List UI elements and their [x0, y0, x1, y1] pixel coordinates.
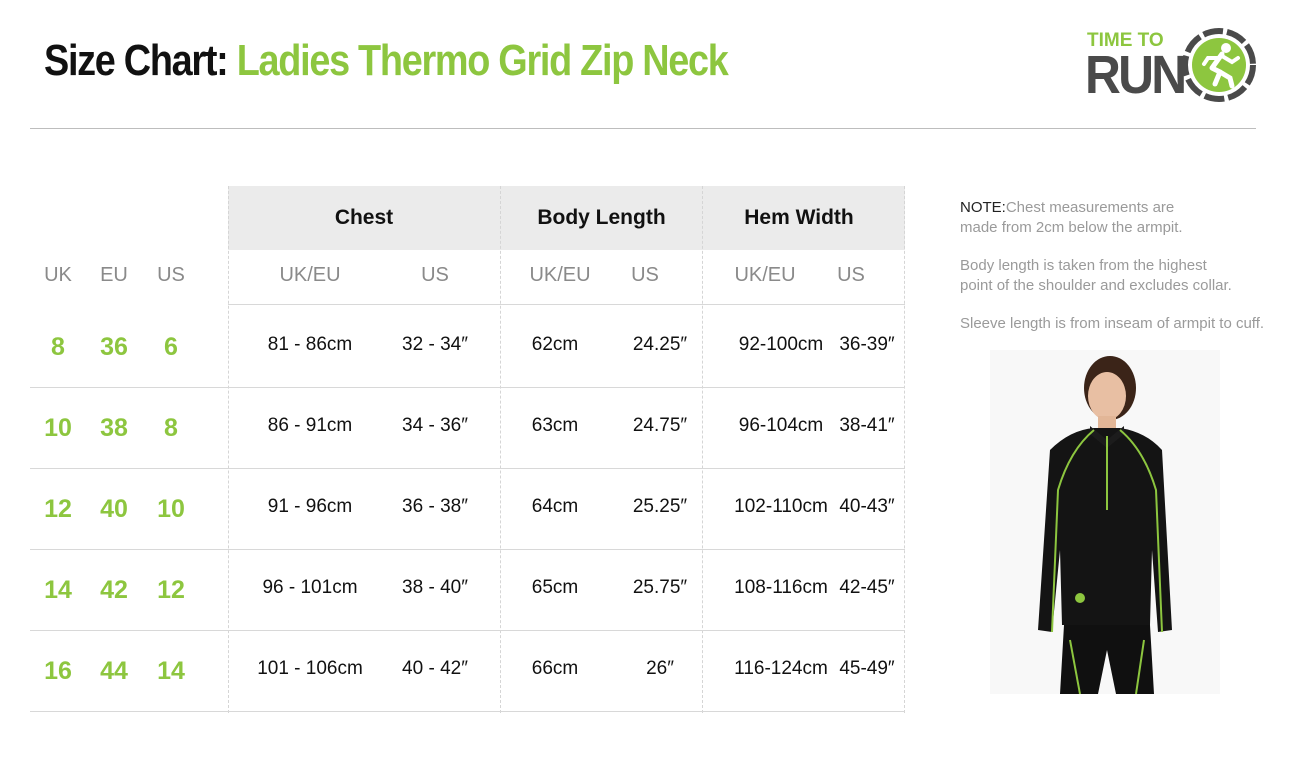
hem-width-in: 45-49″	[839, 657, 895, 679]
note-sleeve: Sleeve length is from inseam of armpit to cuff.	[960, 315, 1265, 332]
size-eu: 40	[100, 494, 128, 523]
size-uk: 16	[44, 656, 72, 685]
logo-line2: RUN	[1085, 45, 1185, 105]
size-uk: 10	[44, 413, 72, 442]
size-us: 14	[157, 656, 185, 685]
column-divider	[228, 186, 229, 713]
body-length-in: 24.25″	[632, 333, 688, 355]
size-notes	[960, 198, 1290, 352]
hem-width-cm: 108-116cm	[734, 576, 828, 598]
body-length-in: 25.75″	[632, 576, 688, 598]
chest-in: 40 - 42″	[402, 657, 468, 679]
hem-width-in: 42-45″	[839, 576, 895, 598]
page-title	[44, 36, 728, 86]
size-eu: 44	[100, 656, 128, 685]
runner-icon	[1182, 28, 1256, 102]
chest-cm: 96 - 101cm	[262, 576, 358, 598]
subheader-eu: EU	[100, 264, 128, 286]
size-eu: 38	[100, 413, 128, 442]
body-length-in: 24.75″	[632, 414, 688, 436]
hem-width-in: 40-43″	[839, 495, 895, 517]
column-divider	[500, 186, 501, 713]
title-product: Ladies Thermo Grid Zip Neck	[236, 36, 728, 85]
hem-width-cm: 102-110cm	[734, 495, 828, 517]
hem-width-cm: 96-104cm	[738, 414, 824, 436]
note-body-1: Body length is taken from the highest	[960, 257, 1207, 274]
subheader-hem-us: US	[837, 264, 865, 286]
chest-in: 38 - 40″	[402, 576, 468, 598]
size-uk: 8	[51, 332, 65, 361]
chest-in: 32 - 34″	[402, 333, 468, 355]
size-us: 10	[157, 494, 185, 523]
body-length-cm: 63cm	[531, 414, 579, 436]
size-us: 6	[164, 332, 178, 361]
chest-cm: 91 - 96cm	[267, 495, 353, 517]
subheader-hem-ukeu: UK/EU	[734, 264, 796, 286]
subheader-body-ukeu: UK/EU	[529, 264, 591, 286]
subheader-uk: UK	[44, 264, 72, 286]
group-chest: Chest	[334, 206, 394, 229]
subheader-body-us: US	[631, 264, 659, 286]
size-eu: 36	[100, 332, 128, 361]
hem-width-cm: 116-124cm	[734, 657, 828, 679]
chest-in: 36 - 38″	[402, 495, 468, 517]
body-length-cm: 62cm	[531, 333, 579, 355]
chest-cm: 101 - 106cm	[257, 657, 363, 679]
chest-cm: 86 - 91cm	[267, 414, 353, 436]
note-label: NOTE:	[960, 199, 1006, 216]
brand-logo	[1085, 28, 1260, 105]
subheader-us: US	[157, 264, 185, 286]
size-eu: 42	[100, 575, 128, 604]
body-length-cm: 64cm	[531, 495, 579, 517]
group-body-length: Body Length	[537, 206, 666, 229]
row-divider	[30, 387, 905, 388]
size-us: 12	[157, 575, 185, 604]
body-length-cm: 66cm	[531, 657, 579, 679]
body-length-in: 25.25″	[632, 495, 688, 517]
note-chest-2: made from 2cm below the armpit.	[960, 219, 1183, 236]
hem-width-in: 36-39″	[839, 333, 895, 355]
column-divider	[702, 186, 703, 713]
row-divider	[30, 549, 905, 550]
body-length-cm: 65cm	[531, 576, 579, 598]
title-prefix: Size Chart:	[44, 36, 228, 85]
row-divider	[30, 711, 905, 712]
group-hem-width: Hem Width	[744, 206, 854, 229]
row-divider	[228, 304, 905, 305]
hem-width-in: 38-41″	[839, 414, 895, 436]
column-divider	[904, 186, 905, 713]
subheader-chest-us: US	[421, 264, 449, 286]
chest-in: 34 - 36″	[402, 414, 468, 436]
note-body-2: point of the shoulder and excludes collar.	[960, 277, 1232, 294]
header-divider	[30, 128, 1256, 129]
model-illustration	[990, 350, 1220, 694]
logo-line1: TIME TO	[1087, 30, 1164, 51]
subheader-chest-ukeu: UK/EU	[279, 264, 341, 286]
size-uk: 14	[44, 575, 72, 604]
hem-width-cm: 92-100cm	[738, 333, 824, 355]
chest-cm: 81 - 86cm	[267, 333, 353, 355]
product-photo	[990, 350, 1220, 694]
note-chest-1: Chest measurements are	[1005, 199, 1175, 216]
row-divider	[30, 468, 905, 469]
row-divider	[30, 630, 905, 631]
size-uk: 12	[44, 494, 72, 523]
body-length-in: 26″	[646, 657, 674, 679]
size-us: 8	[164, 413, 178, 442]
